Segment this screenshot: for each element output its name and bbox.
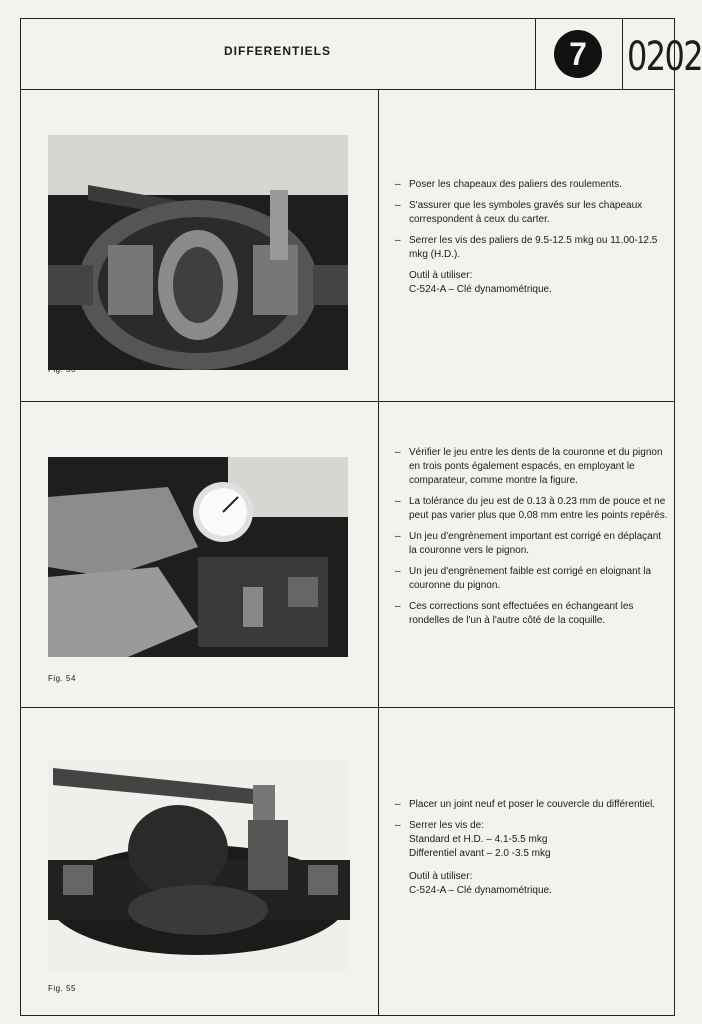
torque-line: Differentiel avant – 2.0 -3.5 mkg [409, 848, 551, 859]
page-number: 0202 [627, 34, 702, 80]
tool-heading: Outil à utiliser: [409, 270, 473, 281]
instruction-item [395, 178, 670, 192]
column-divider [378, 402, 379, 707]
bullet-dash: – [395, 531, 401, 542]
instruction-text: Un jeu d'engrènement faible est corrigé en eloignant la couronne du pignon. [409, 566, 652, 591]
tool-name: C-524-A – Clé dynamométrique. [409, 284, 552, 295]
instruction-text: Vérifier le jeu entre les dents de la couronne et du pignon en trois ponts également espacés, en employant le comparateur, comme montre la figure. [409, 447, 663, 486]
instruction-item [395, 530, 670, 558]
bullet-dash: – [395, 601, 401, 612]
bullet-dash: – [395, 200, 401, 211]
bullet-dash: – [395, 799, 401, 810]
chapter-badge: 7 [554, 30, 602, 78]
axle-cover-photo [48, 760, 350, 970]
bullet-dash: – [395, 179, 401, 190]
instruction-text: La tolérance du jeu est de 0.13 à 0.23 mm de pouce et ne peut pas varier plus que 0.08 mm entre les points repérés. [409, 496, 668, 521]
torque-values [395, 833, 670, 861]
instruction-item [395, 600, 670, 628]
instruction-text: Serrer les vis des paliers de 9.5-12.5 mkg ou 11.00-12.5 mkg (H.D.). [409, 235, 658, 260]
instructions-fig-53 [395, 178, 670, 297]
bullet-dash: – [395, 235, 401, 246]
figure-label: Fig. 53 [48, 365, 76, 374]
tool-name: C-524-A – Clé dynamométrique. [409, 885, 552, 896]
instructions-fig-54 [395, 446, 670, 635]
section-fig-54 [20, 402, 675, 708]
instruction-text: Serrer les vis de: [409, 820, 485, 831]
instruction-text: Un jeu d'engrènement important est corrigé en déplaçant la couronne vers le pignon. [409, 531, 662, 556]
bullet-dash: – [395, 566, 401, 577]
section-fig-55 [20, 708, 675, 1016]
page-header [20, 18, 702, 90]
instruction-text: Ces corrections sont effectuées en échangeant les rondelles de l'un à l'autre côté de la coquille. [409, 601, 634, 626]
differential-case-photo [48, 135, 348, 370]
figure-label: Fig. 55 [48, 984, 76, 993]
instruction-item [395, 199, 670, 227]
column-divider [378, 90, 379, 401]
column-divider [378, 708, 379, 1016]
page-title: DIFFERENTIELS [223, 44, 331, 58]
bullet-dash: – [395, 820, 401, 831]
instructions-fig-55 [395, 798, 670, 898]
tool-heading: Outil à utiliser: [409, 871, 473, 882]
dial-indicator-photo [48, 457, 348, 657]
instruction-item [395, 446, 670, 488]
chapter-box [535, 18, 623, 89]
instruction-item [395, 819, 670, 833]
tool-info [395, 870, 670, 898]
bullet-dash: – [395, 447, 401, 458]
figure-label: Fig. 54 [48, 674, 76, 683]
instruction-text: S'assurer que les symboles gravés sur les chapeaux correspondent à ceux du carter. [409, 200, 643, 225]
torque-line: Standard et H.D. – 4.1-5.5 mkg [409, 834, 548, 845]
bullet-dash: – [395, 496, 401, 507]
instruction-item [395, 234, 670, 262]
instruction-text: Placer un joint neuf et poser le couvercle du différentiel. [409, 799, 656, 810]
instruction-item [395, 565, 670, 593]
instruction-item [395, 495, 670, 523]
section-fig-53 [20, 90, 675, 402]
instruction-text: Poser les chapeaux des paliers des roulements. [409, 179, 622, 190]
instruction-item [395, 798, 670, 812]
tool-info [395, 269, 670, 297]
